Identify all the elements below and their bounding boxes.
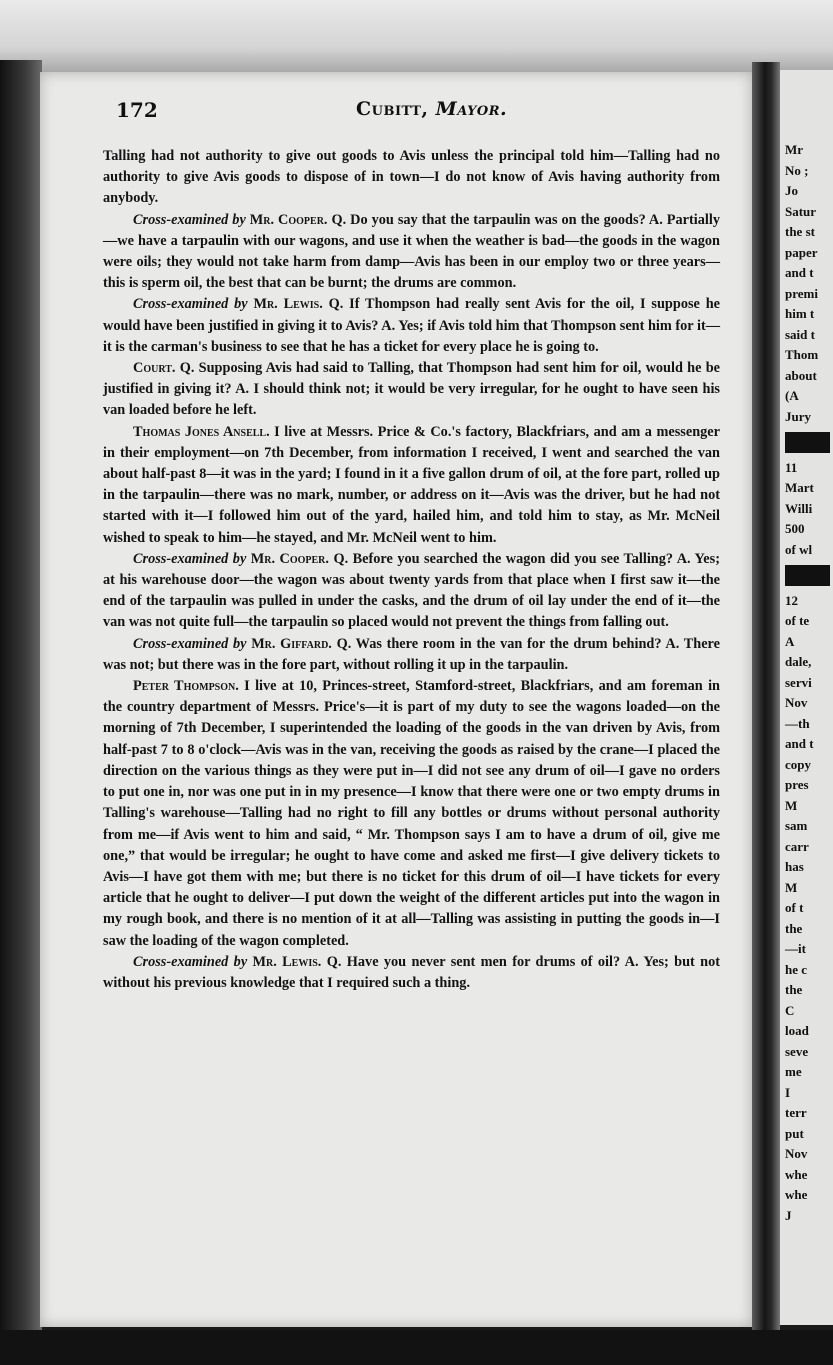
scan-left-edge <box>0 60 42 1330</box>
facing-page-fragment: of te <box>785 613 810 628</box>
speaker-name: Mr. Giffard. <box>251 635 332 652</box>
facing-page-fragment: of t <box>785 900 804 915</box>
paragraph <box>103 294 720 358</box>
examination-by: by <box>228 211 250 228</box>
examination-by: by <box>228 296 254 313</box>
facing-page-rule <box>785 432 830 453</box>
facing-page-text <box>780 140 833 1226</box>
running-title-italic: Mayor. <box>435 98 508 120</box>
facing-page-fragment: and t <box>785 265 814 280</box>
facing-page-fragment: Willi <box>785 500 813 516</box>
speaker-name: Mr. Cooper. <box>249 211 328 228</box>
page-body-text <box>103 146 720 994</box>
scan-top-margin <box>0 0 833 80</box>
facing-page-fragment: 12 <box>785 592 798 608</box>
paragraph-text: Q. Supposing Avis had said to Talling, that Thompson had sent him for oil, would he be justified in giving it? A. I should think not; it would be very irregular, for he ought to have seen his van loaded before he left. <box>103 360 720 419</box>
facing-page-fragment: the <box>785 920 803 936</box>
examination-label: Cross-examined <box>133 635 229 652</box>
examination-by: by <box>228 953 253 970</box>
speaker-name: Thomas Jones Ansell. <box>133 423 270 440</box>
facing-page-fragment: paper <box>785 244 818 260</box>
facing-page-rule <box>785 565 830 586</box>
facing-page-fragment: Jury <box>785 408 811 424</box>
speaker-name: Court. <box>133 360 176 377</box>
paragraph-text: Q. Have you never sent men for drums of oil? A. Yes; but not without his previous knowledge that I required such a thing. <box>103 953 720 991</box>
paragraph-text: Q. Before you searched the wagon did you see Talling? A. Yes; at his warehouse door—the wagon was about twenty yards from that place when I first saw it—the end of the tarpaulin was pulled in under the casks, and the drum of oil lay under the end of it—the van was not quite full—the tarpaulin so placed would not prevent the things from falling out. <box>103 550 720 631</box>
examination-label: Cross-examined <box>133 211 229 228</box>
facing-page-fragment: Satur <box>785 203 817 219</box>
facing-page-fragment: 11 <box>785 459 798 475</box>
running-title-name: Cubitt, <box>356 98 429 120</box>
facing-page-fragment: Jo <box>785 183 798 198</box>
speaker-name: Peter Thompson. <box>133 678 239 695</box>
examination-label: Cross-examined <box>133 296 229 313</box>
paragraph-text: I live at 10, Princes-street, Stamford-street, Blackfriars, and am foreman in the country department of Messrs. Price's—it is part of my duty to see the wagons loaded—on the morning of 7th December, I superintended the loading of the goods in the van driven by Avis, from half-past 7 to 8 o'clock—Avis was in the van, receiving the goods as raised by the crane—I placed the direction on the various things as they were put in—I did not see any drum of oil—I gave no orders to put one in, nor was one put in in my presence—I know that there were one or two empty drums in Talling's warehouse—Talling had no right to fill any bottles or drums without personal authority from me—if Avis went to him and said, “ Mr. Thompson says I am to have a drum of oil, give me one,” that would be irregular; he ought to have come and asked me first—I give delivery tickets to Avis—I have got them with me; but there is no ticket for this drum of oil—I have tickets for every article that he ought to deliver—I put down the weight of the different articles put into the wagon in my rough book, and there is no mention of it at all—Talling was assisting in putting the goods in—I saw the loading of the wagon completed. <box>103 678 721 949</box>
paragraph <box>103 210 720 295</box>
facing-page-fragment: pres <box>785 777 809 792</box>
facing-page-fragment: whe <box>785 1187 808 1202</box>
examination-by: by <box>228 635 252 652</box>
facing-page-fragment: (A <box>785 388 799 403</box>
facing-page-fragment: about <box>785 367 817 383</box>
facing-page-fragment: copy <box>785 756 811 772</box>
paragraph <box>103 676 720 952</box>
facing-page-fragment: the <box>785 982 803 997</box>
speaker-name: Mr. Cooper. <box>250 550 329 567</box>
paragraph-text: I live at Messrs. Price & Co.'s factory, Blackfriars, and am a messenger in their employment—on 7th December, from information I received, I went and searched the van about half-past 8—it was in the yard; I found in it a five gallon drum of oil, at the fore part, rolled up in the tarpaulin—there was no mark, number, or address on it—Avis was the driver, but he had not started with it—I followed him out of the yard, hailed him, and told him to stay, as Mr. McNeil wished to speak to him—he stayed, and Mr. McNeil went to him. <box>103 423 720 546</box>
facing-page-fragment: I <box>785 1084 791 1100</box>
facing-page-fragment: A <box>785 633 795 649</box>
paragraph-text: Q. If Thompson had really sent Avis for the oil, I suppose he would have been justified in giving it to Avis? A. Yes; if Avis told him that Thompson sent him for it—it is the carman's business to see that he has a ticket for every place he is going to. <box>103 296 720 355</box>
facing-page <box>780 70 833 1325</box>
paragraph <box>103 146 720 210</box>
facing-page-fragment: No ; <box>785 162 809 178</box>
speaker-name: Mr. Lewis. <box>252 953 322 970</box>
facing-page-fragment: the st <box>785 224 815 239</box>
facing-page-fragment: —th <box>785 715 810 731</box>
facing-page-fragment: —it <box>785 941 806 956</box>
paragraph <box>103 634 720 676</box>
facing-page-fragment: premi <box>785 285 818 301</box>
facing-page-fragment: M <box>785 797 798 813</box>
facing-page-fragment: me <box>785 1064 802 1079</box>
paragraph-text: Q. Was there room in the van for the drum behind? A. There was not; but there was in the fore part, without rolling it up in the tarpaulin. <box>103 635 720 673</box>
facing-page-fragment: him t <box>785 306 815 321</box>
facing-page-fragment: Mr <box>785 142 804 157</box>
facing-page-fragment: servi <box>785 674 812 690</box>
facing-page-fragment: dale, <box>785 654 812 669</box>
speaker-name: Mr. Lewis. <box>253 296 323 313</box>
facing-page-fragment: carr <box>785 838 809 854</box>
facing-page-fragment: Nov <box>785 695 808 710</box>
facing-page-fragment: seve <box>785 1043 809 1059</box>
paragraph <box>103 358 720 422</box>
facing-page-fragment: whe <box>785 1166 808 1182</box>
paragraph-text: Q. Do you say that the tarpaulin was on the goods? A. Partially—we have a tarpaulin with our wagons, and use it when the weather is bad—the goods in the wagon were oils; they would not take harm from damp—Avis has been in our employ two or three years—this is sperm oil, the best that can be burnt; the drums are common. <box>103 211 720 292</box>
facing-page-fragment: load <box>785 1023 809 1038</box>
examination-label: Cross-examined <box>133 550 229 567</box>
paragraph-text: Talling had not authority to give out goods to Avis unless the principal told him—Talling had no authority to give Avis goods to dispose of in town—I do not know of Avis having authority from anybody. <box>103 148 720 207</box>
facing-page-fragment: sam <box>785 818 808 833</box>
facing-page-fragment: of wl <box>785 541 813 557</box>
examination-by: by <box>228 550 251 567</box>
facing-page-fragment: put <box>785 1125 804 1141</box>
book-gutter <box>752 62 780 1332</box>
facing-page-fragment: and t <box>785 736 814 751</box>
facing-page-fragment: J <box>785 1207 792 1223</box>
scan-bottom-band <box>0 1330 833 1365</box>
running-title <box>356 98 507 120</box>
facing-page-fragment: C <box>785 1002 795 1018</box>
paragraph <box>103 952 720 994</box>
paragraph <box>103 549 720 634</box>
facing-page-fragment: M <box>785 879 798 895</box>
facing-page-fragment: Thom <box>785 347 819 362</box>
examination-label: Cross-examined <box>133 953 229 970</box>
facing-page-fragment: said t <box>785 326 815 342</box>
paragraph <box>103 422 720 549</box>
facing-page-fragment: Mart <box>785 480 814 495</box>
facing-page-fragment: Nov <box>785 1146 808 1161</box>
page-number: 172 <box>116 98 158 122</box>
facing-page-fragment: he c <box>785 961 808 977</box>
facing-page-fragment: terr <box>785 1105 807 1120</box>
page-header <box>116 98 720 128</box>
facing-page-fragment: has <box>785 859 804 874</box>
facing-page-fragment: 500 <box>785 521 805 536</box>
